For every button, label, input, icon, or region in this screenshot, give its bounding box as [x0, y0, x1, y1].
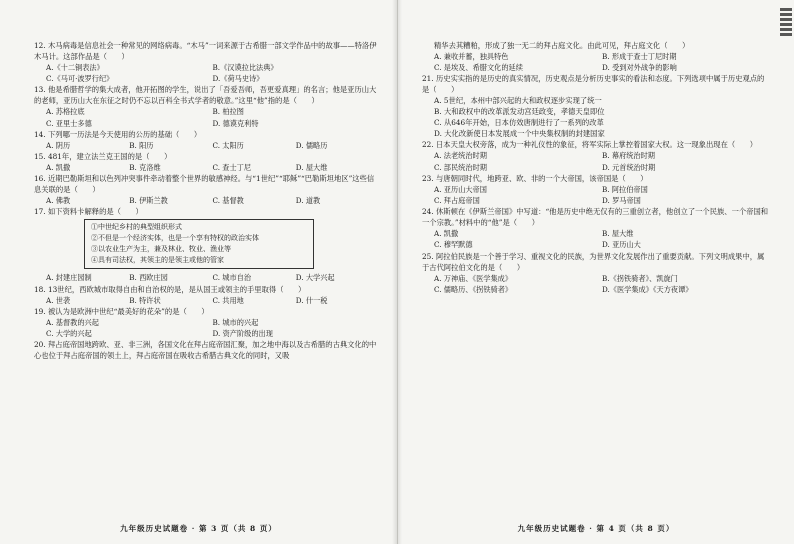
option: C. 拜占庭帝国	[434, 196, 480, 206]
question-25-options	[434, 273, 770, 295]
option: B. 西欧庄园	[129, 273, 168, 283]
page-footer: 九年级历史试题卷 · 第 4 页（共 8 页）	[517, 524, 675, 533]
option: B. 大和政权中的改革派发动宫廷政变，孝德天皇即位	[434, 107, 605, 117]
option: C. 城市自治	[212, 273, 252, 283]
option: D. 大化改新使日本发展成一个中央集权制的封建国家	[434, 129, 605, 139]
option: A. 法老统治时期	[434, 151, 487, 161]
option: D. 元首统治时期	[602, 162, 656, 172]
option: D.《医学集成》《天方夜谭》	[602, 284, 693, 294]
option: D. 德谟克利特	[212, 118, 259, 128]
option: B. 城市的兴起	[212, 317, 259, 327]
question-14-options	[46, 140, 379, 151]
question-20: 20. 拜占庭帝国地跨欧、亚、非三洲，各国文化在拜占庭帝国汇聚，加之地中海以及古希腊的古典文化的中心也位于拜占庭帝国的领土上，拜占庭帝国在吸收古希腊古典文化的同时，又吸	[34, 340, 377, 361]
option: B.《汉谟拉比法典》	[212, 63, 278, 72]
option: B.《拐铁骑者》、凯旋门	[602, 273, 678, 283]
option: B. 幕府统治时期	[602, 151, 655, 161]
info-card-line: ④具有司法权，其领主的是领主或他的管家	[91, 256, 224, 265]
option: A. 封建庄园制	[46, 273, 92, 283]
option: D. 屋大维	[295, 163, 328, 173]
info-card-line: ①中世纪乡村的典型组织形式	[91, 223, 182, 232]
question-25: 25. 阿拉伯民族是一个善于学习、重视文化的民族，为世界文化发展作出了重要贡献。下列文明成果中，属于古代阿拉伯文化的是（ ）	[422, 251, 765, 272]
option: D. 儒略历	[295, 140, 328, 150]
question-21-options	[422, 95, 770, 139]
option: A. 万神庙、《医学集成》	[434, 273, 513, 283]
question-20-options	[434, 51, 770, 73]
question-21: 21. 历史实实指的是历史的真实情况，历史观点是分析历史事实的看法和态度。下列选项中属于历史观点的是（ ）	[422, 74, 765, 95]
option: D. 资产阶级的出现	[212, 329, 273, 339]
question-19-options	[46, 317, 379, 339]
question-20-continued: 精华去其糟粕，形成了独一无二的拜占庭文化。由此可见，拜占庭文化（ ）	[434, 41, 690, 50]
option: A. 兼收并蓄，独具特色	[434, 52, 509, 61]
option: C. 是埃及、希腊文化的延续	[434, 63, 523, 73]
option: C. 大学的兴起	[46, 329, 92, 339]
info-card-line: ③以农业生产为主，兼及林业、牧业、渔业等	[91, 245, 231, 254]
question-22-options	[434, 150, 770, 172]
question-17: 17. 如下资料卡解释的是（ ）	[34, 207, 143, 217]
question-18: 18. 13世纪，西欧城市取得自由和自治权的是，是从国王或领主的手里取得（ ）	[34, 284, 306, 294]
option: B. 克洛维	[129, 163, 161, 173]
question-14: 14. 下列哪一历法是今天使用的公历的基础（ ）	[34, 129, 202, 139]
option: D. 什一税	[295, 295, 328, 305]
option: B. 阳历	[129, 140, 154, 150]
question-16: 16. 近期巴勒斯坦和以色列冲突事件牵动着整个世界的敏感神经。与“1世纪”“耶稣”“巴勒斯坦地区”这些信息关联的是（ ）	[34, 174, 375, 195]
question-13: 13. 他是希腊哲学的集大成者，他开拓图的学生，说出了「吾爱吾师，吾更爱真理」的名言；他是亚历山大的老师，亚历山大在东征之时仍不忘以百科全书式学者的敬意。”这里“他”指的是（ ）	[34, 85, 377, 106]
option: A. 佛教	[46, 196, 71, 206]
option: A. 5世纪，本州中部兴起的大和政权逐步实现了统一	[434, 96, 602, 106]
question-18-options	[46, 295, 379, 306]
question-15: 15. 481年，建立法兰克王国的是（ ）	[34, 152, 172, 162]
option: D. 道教	[295, 196, 321, 206]
option: A. 世袭	[46, 295, 71, 305]
option: A. 基督教的兴起	[46, 317, 99, 327]
question-17-options	[46, 272, 379, 283]
option: D. 亚历山大	[602, 240, 641, 250]
option: D. 大学兴起	[295, 273, 335, 283]
option: C. 亚里士多德	[46, 118, 92, 128]
question-23-options	[434, 184, 770, 206]
option: B. 特许状	[129, 295, 161, 305]
option: D. 罗马帝国	[602, 196, 641, 206]
scan-corner-mark	[780, 8, 792, 38]
option: A. 苏格拉底	[46, 107, 85, 117]
question-24-options	[434, 228, 770, 250]
option: D.《荷马史诗》	[212, 74, 264, 84]
question-12-options	[46, 62, 379, 84]
question-19: 19. 被认为是欧洲中世纪“最美好的花朵”的是（ ）	[34, 306, 209, 316]
option: C. 穆罕默德	[434, 240, 473, 250]
option: A. 阴历	[46, 140, 71, 150]
option: C. 基督教	[212, 196, 244, 206]
option: C. 儒略历、《拐铁骑者》	[434, 284, 513, 294]
question-22: 22. 日本天皇大权旁落，成为一种礼仪性的象征，将军实际上掌控着国家大权。这一现象出现在（ ）	[422, 140, 758, 150]
option: A.《十二铜表法》	[46, 63, 104, 72]
page-fold	[392, 0, 402, 544]
option: C. 部民统治时期	[434, 162, 487, 172]
option: B. 形成于查士丁尼时期	[602, 52, 677, 61]
question-24: 24. 休斯顿在《伊斯兰帝国》中写道：“他是历史中绝无仅有的三重创立者，他创立了一个民族、一个帝国和一个宗教。”材料中的“他”是（ ）	[422, 207, 769, 228]
option: D. 受到对外战争的影响	[602, 63, 677, 73]
option: B. 屋大维	[602, 229, 634, 239]
option: A. 亚历山大帝国	[434, 184, 487, 194]
info-card	[84, 219, 314, 269]
page-footer: 九年级历史试题卷 · 第 3 页（共 8 页）	[120, 524, 277, 533]
option: B. 阿拉伯帝国	[602, 184, 648, 194]
option: A. 凯撒	[434, 229, 459, 239]
option: C.《马可·波罗行纪》	[46, 74, 114, 84]
option: C. 查士丁尼	[212, 163, 252, 173]
option: C. 太阳历	[212, 140, 244, 150]
option: C. 从646年开始，日本仿效唐制进行了一系列的改革	[434, 118, 604, 128]
question-15-options	[46, 162, 379, 173]
option: A. 凯撒	[46, 163, 71, 173]
option: B. 柏拉图	[212, 107, 244, 117]
option: B. 伊斯兰教	[129, 196, 168, 206]
question-12: 12. 木马病毒是信息社会一种常见的网络病毒。“木马”一词来源于古希腊一部文学作品中的故事——特洛伊木马计。这部作品是（ ）	[34, 41, 377, 61]
question-16-options	[46, 195, 379, 206]
exam-page-4	[397, 0, 794, 544]
info-card-line: ②不但是一个经济实体，也是一个享有特权的政治实体	[91, 234, 259, 243]
question-13-options	[46, 106, 379, 128]
option: C. 共用地	[212, 295, 244, 305]
question-23: 23. 与唐朝同时代，地跨亚、欧、非的一个大帝国，该帝国是（ ）	[422, 173, 648, 183]
